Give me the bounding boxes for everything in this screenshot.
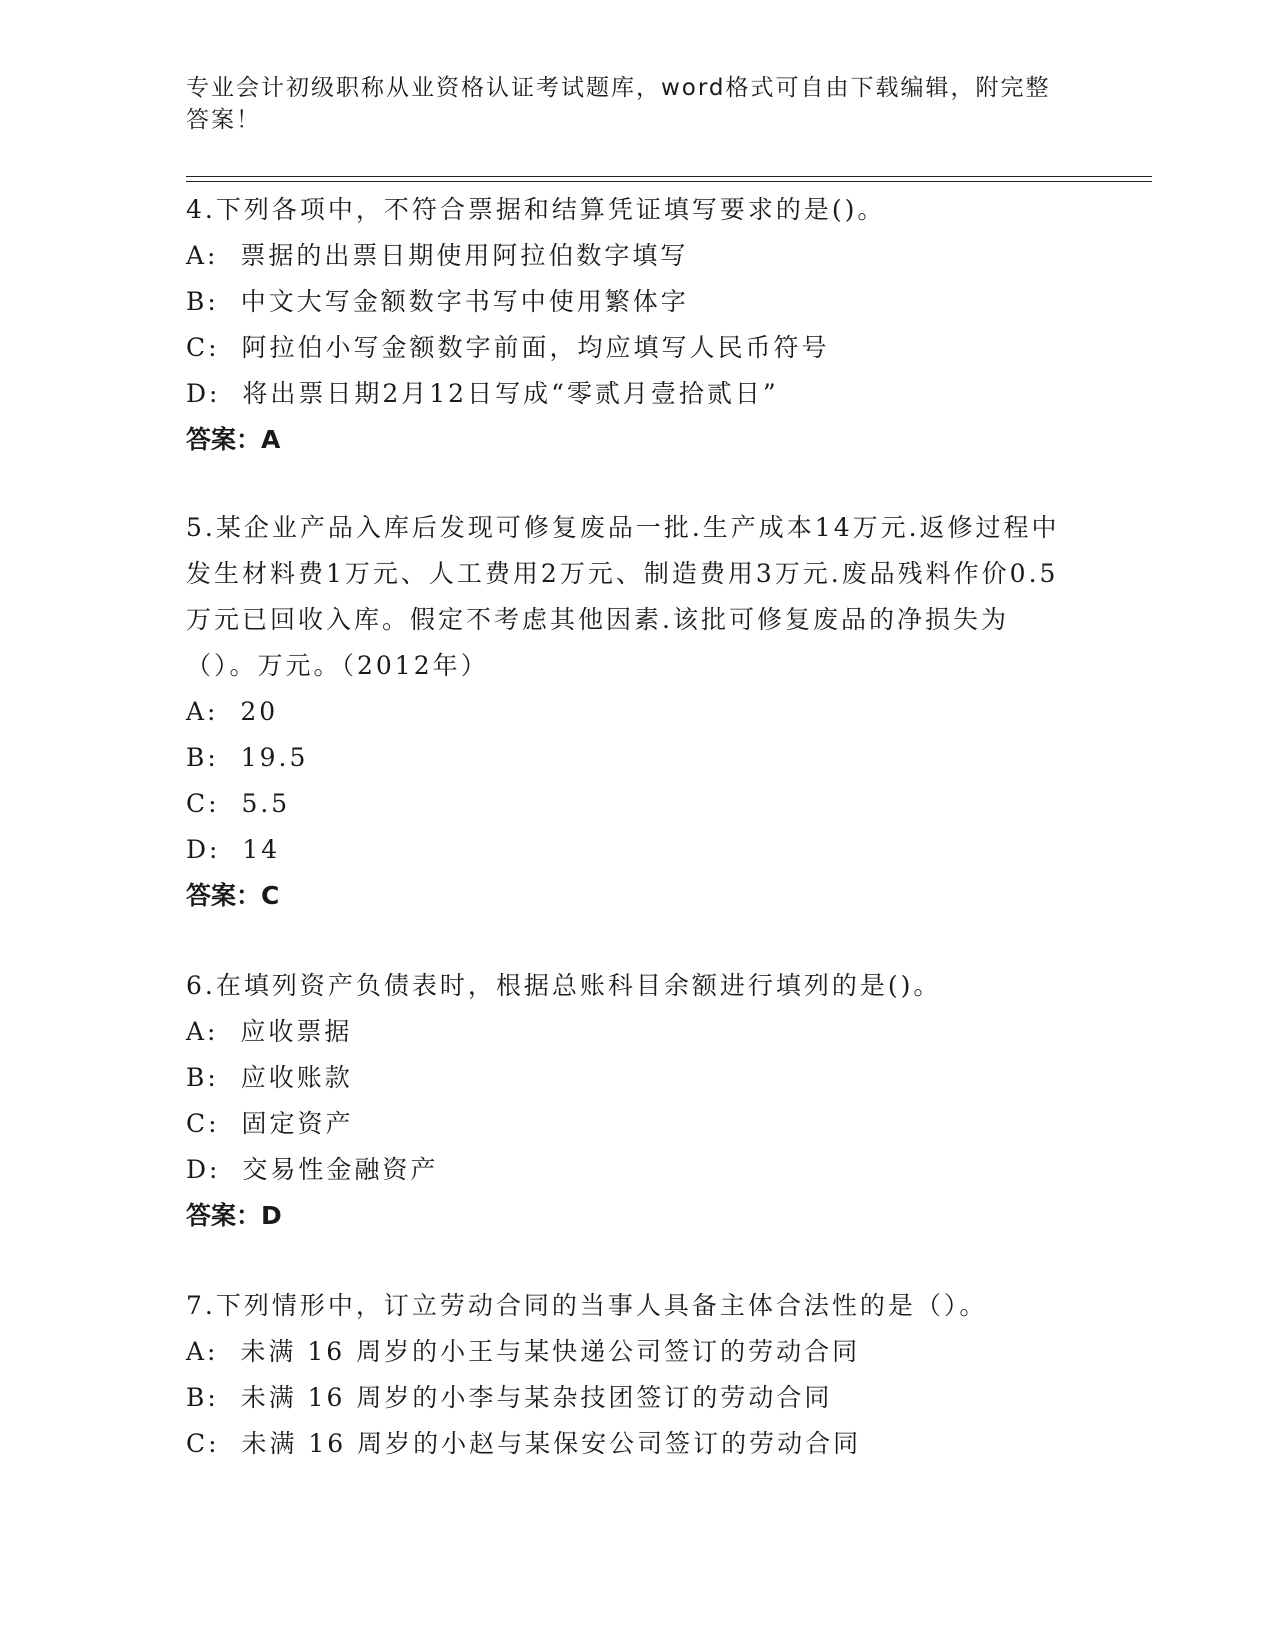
header-rule-bottom [186,181,1152,182]
option-a: A: 20 [186,697,279,726]
answer: 答案：D [186,1201,282,1230]
question-stem: 5.某企业产品入库后发现可修复废品一批.生产成本14万元.返修过程中发生材料费1万元、人工费用2万元、制造费用3万元.废品残料作价0.5万元已回收入库。假定不考虑其他因素.该批可修复废品的净损失为（）。万元。（2012年） [186,513,1060,680]
option-a: A: 应收票据 [186,1017,353,1046]
option-b: B: 未满 16 周岁的小李与某杂技团签订的劳动合同 [186,1383,833,1412]
question-6 [186,963,1076,1239]
option-c: C: 阿拉伯小写金额数字前面，均应填写人民币符号 [186,333,830,362]
question-5 [186,505,1076,919]
question-stem: 4.下列各项中，不符合票据和结算凭证填写要求的是()。 [186,195,886,224]
option-b: B: 中文大写金额数字书写中使用繁体字 [186,287,689,316]
option-c: C: 固定资产 [186,1109,354,1138]
option-a: A: 未满 16 周岁的小王与某快递公司签订的劳动合同 [186,1337,861,1366]
question-7 [186,1283,1076,1467]
option-d: D: 交易性金融资产 [186,1155,439,1184]
option-d: D: 14 [186,835,281,864]
question-4 [186,187,1076,463]
question-stem: 6.在填列资产负债表时，根据总账科目余额进行填列的是()。 [186,971,942,1000]
option-c: C: 未满 16 周岁的小赵与某保安公司签订的劳动合同 [186,1429,862,1458]
header-rule-top [186,176,1152,177]
document-header: 专业会计初级职称从业资格认证考试题库，word格式可自由下载编辑，附完整答案！ [186,75,1051,133]
answer: 答案：C [186,881,280,910]
option-d: D: 将出票日期2月12日写成“零贰月壹拾贰日” [186,379,779,408]
option-b: B: 应收账款 [186,1063,353,1092]
question-stem: 7.下列情形中，订立劳动合同的当事人具备主体合法性的是（）。 [186,1291,988,1320]
answer: 答案：A [186,425,281,454]
option-a: A: 票据的出票日期使用阿拉伯数字填写 [186,241,689,270]
option-c: C: 5.5 [186,789,291,818]
option-b: B: 19.5 [186,743,309,772]
